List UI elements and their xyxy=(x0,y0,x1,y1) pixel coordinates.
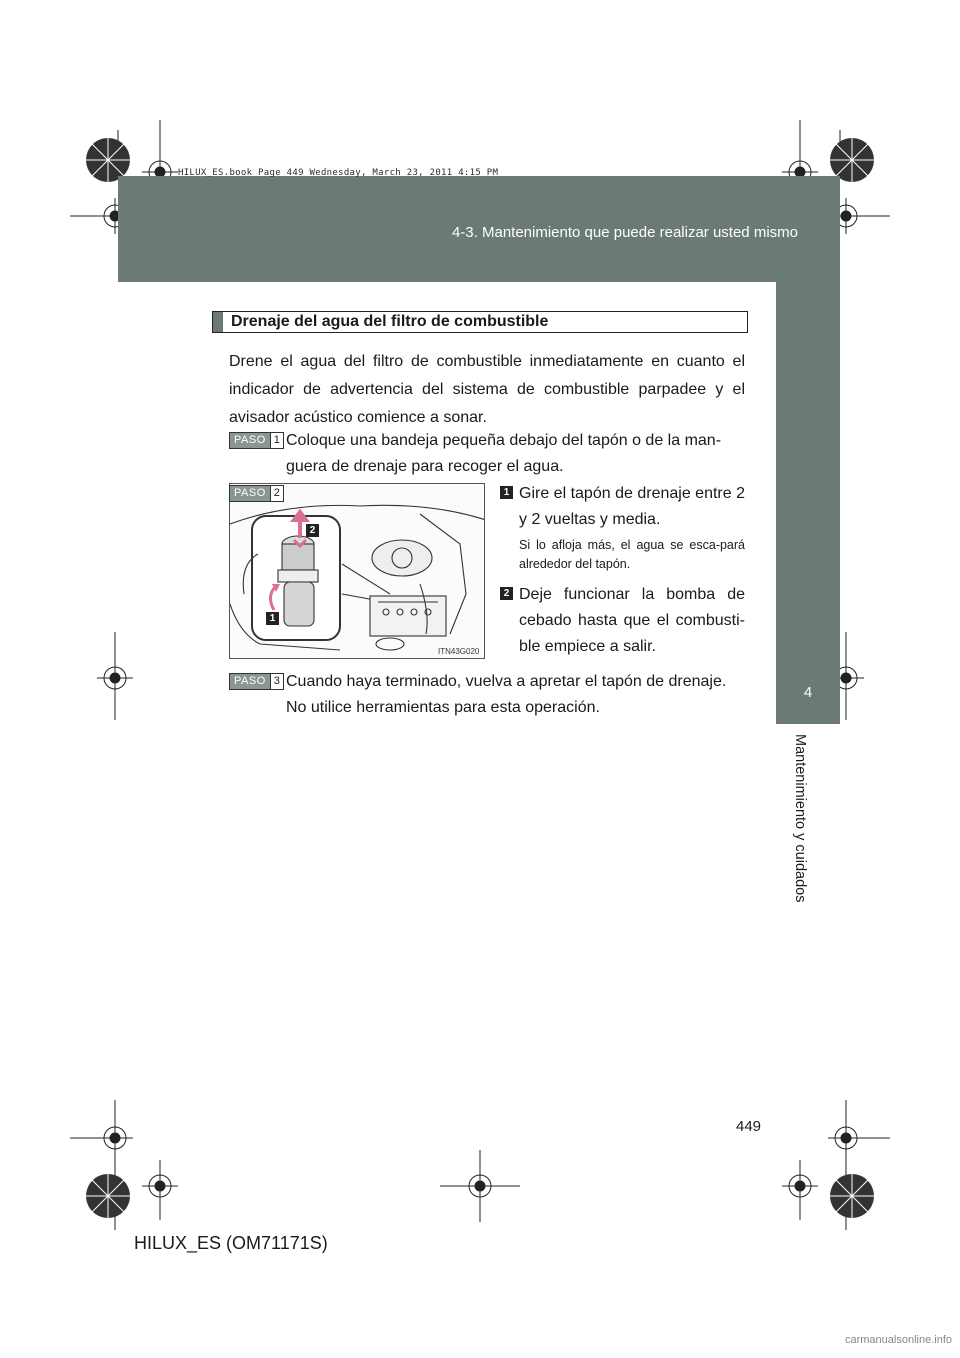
book-stamp: HILUX_ES.book Page 449 Wednesday, March 23, 2011 4:15 PM xyxy=(178,168,499,178)
step-number: 1 xyxy=(270,433,283,448)
item-badge-1: 1 xyxy=(500,486,513,499)
section-header xyxy=(212,311,748,333)
chapter-number: 4 xyxy=(803,684,813,701)
watermark: carmanualsonline.info xyxy=(844,1334,952,1346)
section-reference: 4-3. Mantenimiento que puede realizar usted mismo xyxy=(451,224,798,241)
item-badge-2: 2 xyxy=(500,587,513,600)
item-2-text: Deje funcionar la bomba de cebado hasta que el combusti-ble empiece a salir. xyxy=(519,586,745,655)
page-number: 449 xyxy=(736,1118,762,1135)
step-2-label xyxy=(229,485,284,502)
chapter-side-tab xyxy=(776,282,840,724)
item-1-note: Si lo afloja más, el agua se esca-pará alrededor del tapón. xyxy=(519,538,745,571)
step-1-label xyxy=(229,432,284,449)
callout-badge-1: 1 xyxy=(266,612,279,625)
filter-illustration xyxy=(229,483,485,659)
step-3-label xyxy=(229,673,284,690)
engine-bay-drawing xyxy=(230,484,485,659)
step-3-text: Cuando haya terminado, vuelva a apretar el tapón de drenaje. No utilice herramientas para esta operación. xyxy=(286,673,727,716)
intro-paragraph: Drene el agua del filtro de combustible inmediatamente en cuanto el indicador de advertencia del sistema de combustible parpadee y el avisador acústico comience a sonar. xyxy=(229,353,745,426)
chapter-title: Mantenimiento y cuidados xyxy=(792,734,808,903)
step-1-text: Coloque una bandeja pequeña debajo del tapón o de la man-guera de drenaje para recoger el agua. xyxy=(286,432,722,475)
manual-code: HILUX_ES (OM71171S) xyxy=(134,1233,328,1253)
step-number: 2 xyxy=(270,486,283,501)
section-title: Drenaje del agua del filtro de combustible xyxy=(231,313,549,330)
step-label-text: PASO xyxy=(230,674,270,689)
step-label-text: PASO xyxy=(230,433,270,448)
section-header-bar xyxy=(213,312,223,332)
figure-code: ITN43G020 xyxy=(438,647,480,656)
step-label-text: PASO xyxy=(230,486,270,501)
callout-badge-2: 2 xyxy=(306,524,319,537)
step-number: 3 xyxy=(270,674,283,689)
item-1-text: Gire el tapón de drenaje entre 2 y 2 vueltas y media. xyxy=(519,485,745,528)
